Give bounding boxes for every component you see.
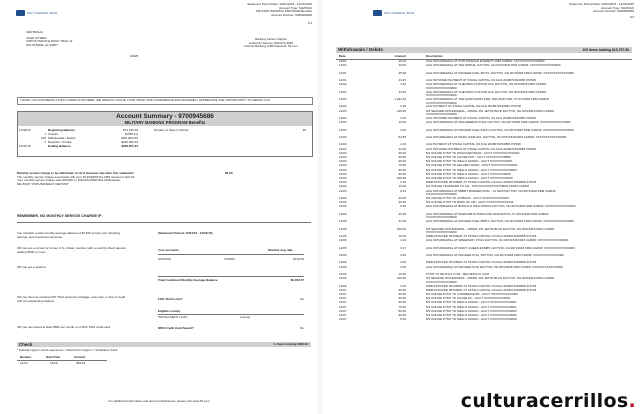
transaction-date: 12/01: [339, 78, 347, 82]
condition-5: OR you can spend at least $500 per month on a Fifth Third credit card.: [17, 325, 111, 329]
transaction-date: 12/05: [339, 234, 347, 238]
account-number: Account Number: 0000000000: [593, 9, 634, 14]
transaction-amount: 1.00: [400, 116, 406, 120]
transaction-description: ACH PAYMENT AT STASH CAPITAL CS ACH 20180716S3958 072518: [426, 142, 521, 147]
transaction-amount: 2.30: [400, 104, 406, 109]
summary-count: 1: [44, 132, 46, 136]
transaction-amount: 20.00: [398, 200, 406, 205]
transaction-amount: 26.35: [398, 211, 406, 216]
transaction-amount: 1.02: [400, 238, 406, 243]
transaction-date: 12/03: [339, 120, 347, 125]
check-col-date: Date Paid: [46, 355, 60, 359]
condition-4: OR you have an existing Fifth Third personal mortgage, auto loan, or line of credit with an outstanding balance.: [17, 295, 126, 303]
check-legend: * indicates gap in check sequence i = Electronic Image s = Substitute check: [17, 348, 118, 352]
transaction-date: 12/04: [339, 171, 347, 176]
transaction-description: 5/3 ONLINE PYMT TO WELLS FARGO - ACCT XXXXXXXX2001: [426, 159, 513, 164]
summary-date-begin: 11/30/15: [19, 128, 31, 132]
transaction-description: ACH WITHDRAWAL AT 0735 PRINGLE EVERETT FRM CARD#: XXXXXXXXXXXX0000: [426, 60, 545, 63]
remember-title: REMEMBER, NO MONTHLY SERVICE CHARGE IF:: [17, 214, 103, 218]
transaction-date: 12/02: [339, 82, 347, 87]
summary-label: Withdrawals / Debits: [48, 136, 76, 140]
withdrawals-title: Withdrawals / Debits: [338, 47, 383, 52]
condition-2: OR you are a current or former U.S. military member with a monthly direct deposit totaling $500 or more.: [17, 246, 126, 254]
transaction-amount: 10.00: [398, 120, 406, 125]
transaction-date: 12/01: [339, 60, 347, 63]
transaction-amount: 3.17: [400, 245, 406, 250]
ref-code: 10025: [130, 54, 139, 58]
transaction-date: 12/04: [339, 184, 347, 189]
condition-1: You maintain a total monthly average balance of $1,500 across your checking, savings, and investment accounts.: [17, 231, 121, 239]
watermark: [461, 390, 636, 412]
transaction-date: 12/02: [339, 97, 347, 101]
divider: [158, 276, 304, 277]
transaction-date: 12/05: [339, 204, 347, 209]
account-number: Account Number: 0000000000: [271, 12, 312, 17]
transaction-description: 5/3 ONLINE PYMT TO WELLS FARGO - ACCT XXXXXXXXXX0001: [426, 300, 517, 305]
transaction-amount: 105.60: [396, 176, 406, 180]
transaction-description: 5/3 SEASIDE WITHDRAWAL - 006361 151 JETTE BLVD DAYTON, OH #0721818 FRM CARD#: XXXXXXXXXXXX0000: [426, 226, 555, 235]
transaction-amount: 90.00: [398, 171, 406, 176]
transaction-amount: 41.00: [398, 219, 406, 224]
logo-mark-icon: [373, 10, 382, 16]
transaction-description: 5/3 ONLINE PYMT TO WELLS FARGO - ACCT XXXXXXXX0009: [426, 176, 513, 180]
transaction-date: 12/03: [339, 135, 347, 139]
transaction-amount: 75.00: [398, 304, 406, 309]
transaction-date: 12/02: [339, 89, 347, 94]
transaction-amount: 40.00: [398, 63, 406, 68]
transaction-amount: 100.00: [396, 226, 406, 231]
transaction-description: ACH WITHDRAWAL AT KROGER FUEL #8871, DAYTON, OH #0721818 FRM CARD#: XXXXXXXXXXXX0000: [426, 219, 574, 224]
transaction-date: 12/07: [339, 296, 347, 301]
transaction-amount: 4.00: [400, 127, 406, 132]
transaction-amount: 95.00: [398, 159, 406, 164]
transaction-date: 12/04: [339, 159, 347, 164]
divider: [158, 254, 304, 255]
withdrawals-list: [336, 60, 632, 410]
transaction-description: ACH WITHDRAWAL AT THE SPRUE, DAYTON, OH #0721818 FRM CARD#: XXXXXXXXXXXX0000: [426, 63, 561, 68]
transaction-date: 12/06: [339, 283, 347, 288]
logo-mark-icon: [16, 10, 25, 16]
account-name: SAVINGS: [158, 257, 172, 261]
transaction-amount: 30.00: [398, 287, 406, 292]
withdrawals-total: 100 items totaling $15,757.99: [582, 48, 629, 52]
transaction-date: 12/04: [339, 167, 347, 172]
transaction-date: 12/04: [339, 155, 347, 159]
transaction-description: 5/3 ONLINE PYMT TO CITIBANK - ACCT XXXXXXXXXX0003: [426, 196, 509, 200]
transaction-amount: 1.00: [400, 142, 406, 147]
mailing-address: [26, 31, 136, 47]
transaction-date: 12/06: [339, 272, 347, 276]
summary-label: Deposits / Credits: [48, 140, 72, 144]
transaction-description: ACH WITHDRAWAL AT KROGER #712, DAYTON, OH #0721818 FRM CARD#: XXXXXXXXXXXX0000: [426, 253, 564, 257]
statement-info: [162, 3, 312, 17]
transaction-date: 12/06: [339, 260, 347, 265]
transaction-description: 5/3 ONLINE TRANSFER TO CD - XXXXXXXXXXXXXXX5001 PFRM CARD#: [426, 184, 529, 189]
transaction-date: 12/03: [339, 127, 347, 132]
transaction-amount: 10.00: [398, 234, 406, 238]
transaction-description: 5/3 ONLINE PYMT TO CHASE PMT - ACCT XXXXXXXXX9856: [426, 155, 511, 159]
summary-title: Account Summary - 9700945686: [116, 113, 214, 120]
transaction-amount: 20.00: [398, 196, 406, 200]
condition-3: OR you are a student.: [17, 265, 47, 269]
summary-amount: $189,871.94: [121, 144, 138, 148]
transaction-description: WEB INITIATED PAYMENT AT STASH CAPITAL CS ACH 20180716S3958 072718: [426, 283, 537, 288]
transaction-description: ACH WITHDRAWAL AT CHEVRON CUSTOM GUL DAYTON, OH #0721818 FRM CARD#: XXXXXXXXXXXX0000: [426, 82, 547, 90]
summary-count: 100: [40, 136, 46, 140]
program-name: MILITARY BANKING PROGRAM Benefits: [256, 9, 312, 14]
summary-label: Checks: [48, 132, 59, 136]
divider: [17, 360, 107, 361]
transaction-amount: 30.00: [398, 150, 406, 155]
summary-label: Ending Balance: [48, 144, 71, 148]
transaction-description: ACH WITHDRAWAL AT WALGREENS 07321 DAYTON, OH #0721818 FRM CARD#: XXXXXXXXXXXX0000: [426, 120, 571, 125]
summary-label: Beginning Balance: [48, 128, 76, 132]
transaction-date: 12/07: [339, 287, 347, 292]
check-date: 12/16: [50, 361, 58, 365]
loan-value: No: [300, 297, 304, 301]
transaction-amount: 30.00: [398, 155, 406, 159]
transaction-date: 12/05: [339, 238, 347, 243]
transaction-amount: 5.00: [400, 317, 406, 322]
transaction-description: 5/3 ONLINE PYMT TO WELLS FARGO - ACCT XXXXXXXXXX0005: [426, 313, 517, 317]
transaction-amount: 50.00: [398, 167, 406, 172]
transaction-description: ACH INITIATED PAYMENT AT STASH CAPITAL CS ACH 20180716S3958 072518: [426, 78, 536, 82]
monthly-note: Your monthly service charge was WAIVED or DISCOUNTED $11.00 Because:: [17, 178, 121, 183]
transaction-amount: 44.25: [398, 78, 406, 82]
transaction-date: 12/07: [339, 308, 347, 313]
transaction-amount: 10.00: [398, 60, 406, 63]
summary-amount: $165,666.24: [121, 140, 138, 144]
bank-logo: [16, 10, 58, 16]
transaction-date: 12/07: [339, 317, 347, 322]
transaction-description: ACH WITHDRAWAL AT CHEVRON CUSTOM GUL DAYTON, OH #0721818 FRM CARD#: XXXXXXXXXXXX0000: [426, 89, 547, 98]
transaction-amount: 75.00: [398, 163, 406, 168]
transaction-amount: 4.00: [400, 260, 406, 265]
account-summary: [17, 111, 313, 157]
transaction-description: 5/3 ONLINE PYMT TO DISCOVER BANK - ACCT XXXXXXXXXX0001: [426, 150, 520, 155]
transaction-date: 12/04: [339, 176, 347, 180]
monthly-charge-value: $0.00: [225, 171, 233, 175]
transaction-amount: 1.00: [400, 180, 406, 185]
watermark-text: culturacerrillos: [460, 390, 629, 412]
transaction-date: 12/07: [339, 300, 347, 305]
transaction-description: 5/3 ONLINE PYMT TO WELLS FARGO - ACCT XXXXXXXXXX0004: [426, 308, 517, 313]
bank-logo: [373, 10, 415, 16]
transaction-description: 5/3 ONLINE PYMT TO WELLS FARGO - ACCT XXXXXXXXXX0008: [426, 317, 517, 322]
transaction-description: ACH WITHDRAWAL AT KROGER #718 DAYTON, OH #0721818 FRM CARD#: XXXXXXXXXXXX0000: [426, 264, 563, 269]
check-title: Check: [19, 342, 33, 347]
statement-page-1: [0, 0, 318, 414]
transaction-date: 12/07: [339, 304, 347, 309]
transaction-date: 12/04: [339, 180, 347, 185]
customer-service: Customer Service: 800-972-3030: [248, 40, 294, 45]
transaction-description: WEB INITIATED PAYMENT AT STASH CAPITAL CS ACH 20180716S3958 072718: [426, 234, 537, 238]
col-description: Description: [426, 54, 443, 58]
transaction-date: 12/05: [339, 200, 347, 205]
transaction-amount: 50.00: [398, 300, 406, 305]
transaction-date: 12/07: [339, 292, 347, 296]
transaction-description: 5/3 ONLINE PYMT TO CHASE HC - ACCT XXXXXXXXXX0001: [426, 296, 511, 301]
address-line: SOUTHSIDE, AL 00907: [26, 42, 58, 47]
address-line: CENTRALIA: [26, 30, 43, 34]
page-number: 1/1: [307, 21, 312, 25]
loan-label: Fifth Third Loan?: [158, 297, 183, 301]
transaction-description: WEB INITIATED PAYMENT AT STASH CAPITAL CS ACH 20180716S3958 072718: [426, 260, 537, 265]
internet-banking: Internet Banking & Bill Payment: 53.com: [244, 44, 298, 49]
transaction-date: 12/05: [339, 211, 347, 216]
summary-date-end: 12/31/15: [19, 144, 31, 148]
transaction-amount: 1,291.62: [394, 97, 406, 101]
page-footer: For additional information and account disclosures, please visit www.53.com: [108, 399, 210, 403]
transaction-amount: 34.66: [398, 89, 406, 94]
transaction-amount: 125.00: [396, 108, 406, 113]
transaction-amount: 1.50: [400, 82, 406, 87]
transaction-description: PYMT TO NETFLIX COM - 800 NETFLIX COM: [426, 272, 489, 276]
transaction-date: 12/01: [339, 70, 347, 75]
watermark-dot: .: [628, 390, 636, 412]
transaction-amount: 24.00: [398, 146, 406, 151]
transaction-description: ACH WITHDRAWAL AT MARCOBUS PIZZA AND LEXINGTON, KY #0721818 FRM CARD#: XXXXXXXXXXXX0000: [426, 211, 549, 220]
transaction-amount: 50.00: [398, 308, 406, 313]
transaction-description: ACH WITHDRAWAL AT SPEEDWAY 07321 DAYTON, OH #0721818 FRM CARD#: XXXXXXXXXXXX0000: [426, 238, 569, 243]
transaction-amount: 4.00: [400, 264, 406, 269]
transaction-amount: 1.00: [400, 283, 406, 288]
transaction-amount: 4.56: [400, 253, 406, 257]
withdrawals-header-bar: [336, 47, 632, 53]
divider: [17, 222, 311, 223]
transaction-description: 5/3 SEASIDE WITHDRAWAL - 006361 151 JETTE BLVD DAYTON, OH #0721818 FRM CARD#: XXXXXXXXXXXX0000: [426, 108, 555, 117]
account-type: Account Type: SAVINGS: [601, 5, 634, 10]
check-col-amount: Amount: [74, 355, 86, 359]
logo-text: NAVY FEDERAL BANK: [384, 11, 415, 15]
summary-count: 7: [44, 140, 46, 144]
transaction-date: 12/05: [339, 196, 347, 200]
transaction-description: ACH INITIATED PAYMENT AT STASH CAPITAL CS ACH 20180716S3958 072518: [426, 116, 536, 120]
summary-amount: $(355.61): [125, 132, 138, 136]
statement-period: Statement Period Date: 12/01/2015 - 12/31/2015: [569, 2, 634, 6]
transaction-description: 5/3 ONLINE PYMT TO WELLS FARGO - ACCT XXXXXXXXXX0003: [426, 167, 517, 172]
transaction-amount: 10.00: [398, 184, 406, 189]
transaction-date: 12/06: [339, 276, 347, 281]
transaction-description: ACH WITHDRAWAL AT BUFFALO WILD WINGS DAYTON, OH #0721818 FRM CARD#: XXXXXXXXXXXX0000: [426, 204, 576, 209]
account-number: XX5005: [224, 257, 235, 261]
transaction-date: 12/05: [339, 219, 347, 224]
transaction-description: ACH WITHDRAWAL AT DAIRY QUEEN #43985, DAYTON, OH #0721818 FRM CARD#: XXXXXXXXXXXX0000: [426, 245, 575, 250]
transaction-description: ACH WITHDRAWAL AT KROGER FUEL #0774, DAYTON, OH #0721818 FRM CARD#: XXXXXXXXXXXX0000: [426, 70, 574, 75]
transaction-amount: 9.63: [400, 188, 406, 193]
total-label: Total Combined Monthly Average Balance: [158, 278, 218, 282]
transaction-description: 5/3 SEASIDE WITHDRAWAL - 006361 151 JETTE BLVD DAYTON, OH #0721818 FRM CARD#: XXXXXXXXXXXX0000: [426, 276, 555, 284]
transaction-date: 12/06: [339, 264, 347, 269]
transaction-amount: 90.00: [398, 313, 406, 317]
transaction-amount: 9.66: [400, 204, 406, 209]
logo-text: NAVY FEDERAL BANK: [27, 11, 58, 15]
check-amount: 383.61: [76, 361, 86, 365]
eligible-loans: Eligible Loan(s): [158, 309, 181, 313]
installment-loan: INSTALLMENT LOAN: [158, 315, 188, 319]
transaction-description: 5/3 ONLINE PYMT TO COMMERCE BK - ACCT XXXXXXXXXX0003: [426, 292, 518, 296]
account-avg: $710.64: [293, 257, 304, 261]
transaction-date: 12/02: [339, 104, 347, 109]
transaction-description: ACH WITHDRAWAL AT THE HAWTHORN 4492, 000-4619 ONE, CT 0721818 FRM CARD#: XXXXXXXXXXXX0000: [426, 97, 550, 105]
monthly-avg-header: Monthly Avg. Bal.: [268, 248, 293, 252]
transaction-description: WEB INITIATED PAYMENT AT STASH CAPITAL CS ACH 20180716S3958 072518: [426, 180, 537, 185]
transaction-date: 12/04: [339, 163, 347, 168]
days-label: Number of Days in Period: [154, 128, 189, 132]
address-line: 2780 PLYMOUTH ROCK TRAIL W: [26, 39, 73, 44]
installment-value: Loan(s): [240, 315, 251, 319]
your-accounts-header: Your Accounts: [158, 248, 180, 252]
transaction-date: 12/04: [339, 150, 347, 155]
transaction-date: 12/06: [339, 253, 347, 257]
page-number: 2/1: [629, 15, 634, 19]
account-type: Account Type: SAVINGS: [279, 5, 312, 10]
transaction-amount: 10.00: [398, 272, 406, 276]
monthly-note: The monthly service charge associated with your 53 ESSENTIAL CBS account is $11.00: [17, 174, 135, 179]
check-col-number: Number: [20, 355, 32, 359]
monthly-charge-section: [17, 172, 311, 186]
statement-period: Statement Period Date: 12/01/2015 - 12/31/2015: [247, 2, 312, 6]
balance-period: (Statement Period: 12/01/15 - 12/31/15): [158, 231, 213, 235]
transaction-description: ACH WITHDRAWAL AT KROGER FUEL #1123, DAYTON, OH #0721818 FRM CARD#: XXXXXXXXXXXX0000: [426, 127, 574, 132]
transaction-description: ACH PAYMENT AT STASH CAPITAL CS ACH 20180716S2892 072718: [426, 104, 521, 109]
transaction-description: 5/3 ONLINE PYMT TO HELLBET DASH - ACCT XXXXXXXXXX0001: [426, 163, 518, 168]
contact-info: [226, 38, 316, 49]
summary-amount: $71,135.18: [122, 128, 138, 132]
statement-page-2: [322, 0, 640, 414]
transaction-date: 12/03: [339, 116, 347, 120]
thank-you-note: THANK YOU FOR BEING A FIFTH THIRD CUSTOMER. WE GREATLY VALUE YOUR TRUST AND CONFIDENCE AND SINCERELY APPRECIATE THE OPPORTUNITY TO SERVE YOU.: [17, 97, 313, 105]
total-value: $6,452.07: [290, 278, 304, 282]
transaction-amount: 64.95: [398, 135, 406, 139]
transaction-description: ACH WITHDRAWAL AT RIBBIT BURGER KING - SJ 5225 DAYTON, OH #0721818 FRM CARD#: XXXXXXXXXXXX0000: [426, 188, 557, 197]
credit-spend-label: $500 Credit Card Spend?: [158, 326, 194, 330]
transaction-date: 12/07: [339, 313, 347, 317]
transaction-description: 5/3 ONLINE PYMT TO WELLS FARGO - ACCT XXXXXXXXXX0001: [426, 304, 517, 309]
monthly-charge-label: Monthly service charge to be withdrawn on first business day after this statement:: [17, 171, 135, 175]
transaction-date: 12/05: [339, 245, 347, 250]
transaction-description: 5/3 ONLINE PYMT TO BANK OF AM - ACCT XXXXXXXXXX2734: [426, 200, 514, 205]
statement-info: [484, 3, 634, 14]
transaction-description: 5/3 ONLINE PYMT TO WELLS FARGO - ACCT XXXXXXX0005: [426, 171, 511, 176]
transaction-description: ACH INITIATED PAYMENT AT STASH CAPITAL CS ACH 20180716S3958 072518: [426, 146, 536, 151]
transaction-date: 12/03: [339, 108, 347, 113]
monthly-note: MILITARY STATUS/DIRECT DEPOSIT: [17, 181, 69, 186]
col-amount: Amount: [394, 54, 406, 58]
transaction-description: WEB INITIATED PAYMENT AT STASH CAPITAL CS ACH 20180716S3958 072718: [426, 287, 537, 292]
transaction-amount: 25.00: [398, 70, 406, 75]
transaction-date: 12/04: [339, 142, 347, 147]
banking-center: Banking Center: Dayton: [255, 37, 287, 41]
col-date: Date: [339, 54, 346, 58]
transaction-amount: 30.00: [398, 296, 406, 301]
check-number: 1170 i: [20, 361, 28, 365]
check-header-bar: [17, 342, 311, 347]
transaction-amount: 100.00: [396, 276, 406, 281]
summary-amount: (000,000.00): [120, 136, 138, 140]
summary-subtitle: MILITARY BANKING PROGRAM Benefits: [124, 120, 206, 125]
transaction-date: 12/05: [339, 226, 347, 231]
transaction-amount: 30.00: [398, 292, 406, 296]
transaction-date: 12/04: [339, 146, 347, 151]
transaction-date: 12/04: [339, 188, 347, 193]
credit-spend-value: No: [300, 326, 304, 330]
days-value: 30: [302, 128, 306, 132]
address-line: JOHN CITIZEN: [26, 35, 47, 40]
transaction-description: ACH WITHDRAWAL AT MARA JUNE #31, DAYTON, OH #0721818 FRM CARD#: XXXXXXXXXXXX0000: [426, 135, 567, 139]
check-total: 1 check totaling $383.62: [273, 342, 308, 346]
transaction-date: 12/01: [339, 63, 347, 68]
